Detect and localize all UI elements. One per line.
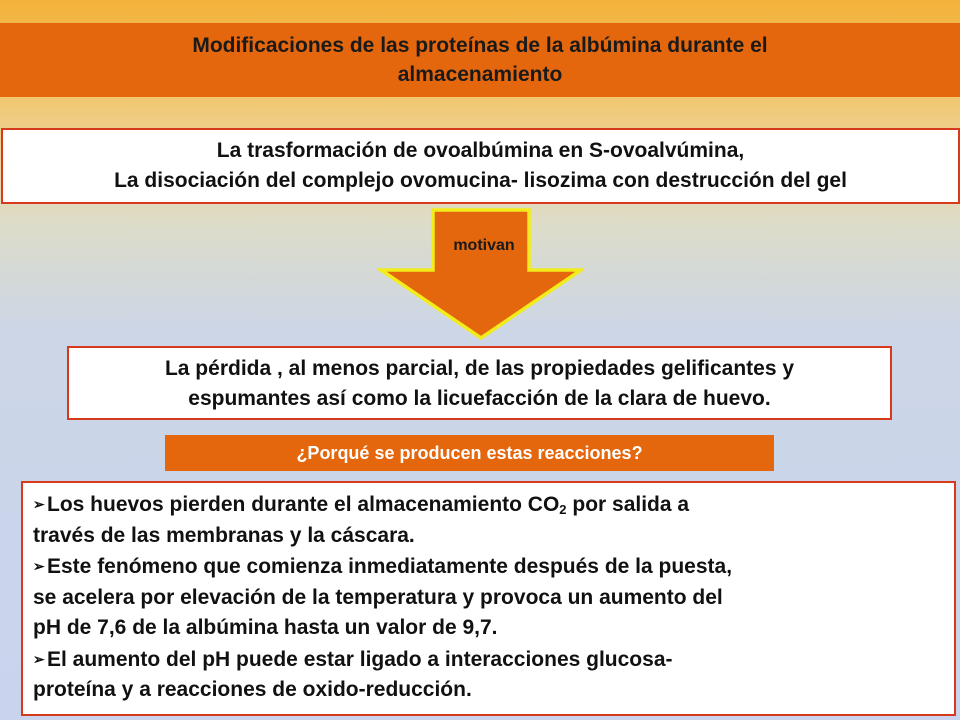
effect-line-2: espumantes así como la licuefacción de la clara de huevo.	[188, 387, 771, 410]
bullet-2-text-b: se acelera por elevación de la temperatura y provoca un aumento del	[33, 585, 723, 609]
arrow-bullet-icon: ➢	[33, 650, 45, 667]
down-arrow-icon	[378, 208, 584, 340]
bullet-2-text-a: Este fenómeno que comienza inmediatamente después de la puesta,	[47, 555, 733, 578]
bullet-3-text-b: proteína y a reacciones de oxido-reducción.	[33, 678, 472, 701]
effect-line-1: La pérdida , al menos parcial, de las propiedades gelificantes y	[164, 357, 795, 380]
arrow-label: motivan	[453, 237, 515, 254]
question-banner	[165, 435, 774, 471]
causes-line-2: La disociación del complejo ovomucina- lisozima con destrucción del gel	[114, 169, 847, 192]
slide-title	[100, 31, 860, 89]
causes-line-1: La trasformación de ovoalbúmina en S-ovoalvúmina,	[216, 139, 745, 162]
causes-box	[1, 128, 960, 204]
arrow-bullet-icon: ➢	[33, 558, 45, 574]
bullet-item-1	[33, 489, 944, 551]
explanation-box	[21, 481, 956, 716]
title-line-1: Modificaciones de las proteínas de la albúmina durante el	[192, 34, 768, 57]
question-text: ¿Porqué se producen estas reacciones?	[296, 442, 643, 463]
arrow-shape	[381, 210, 581, 338]
bullet-1-text-c: través de las membranas y la cáscara.	[33, 523, 415, 547]
title-banner	[0, 23, 960, 97]
bullet-1-text-b: por salida a	[566, 493, 690, 516]
bullet-item-3	[33, 644, 944, 706]
effect-box	[67, 346, 892, 420]
bullet-item-2	[33, 551, 944, 644]
bullet-1-subscript: 2	[559, 502, 567, 517]
arrow-bullet-icon: ➢	[33, 496, 45, 512]
bullet-3-text-a: El aumento del pH puede estar ligado a interacciones glucosa-	[47, 647, 673, 671]
bullet-1-text-a: Los huevos pierden durante el almacenamiento CO	[47, 493, 560, 516]
bullet-2-text-c: pH de 7,6 de la albúmina hasta un valor de 9,7.	[33, 616, 498, 639]
title-line-2: almacenamiento	[397, 63, 563, 86]
